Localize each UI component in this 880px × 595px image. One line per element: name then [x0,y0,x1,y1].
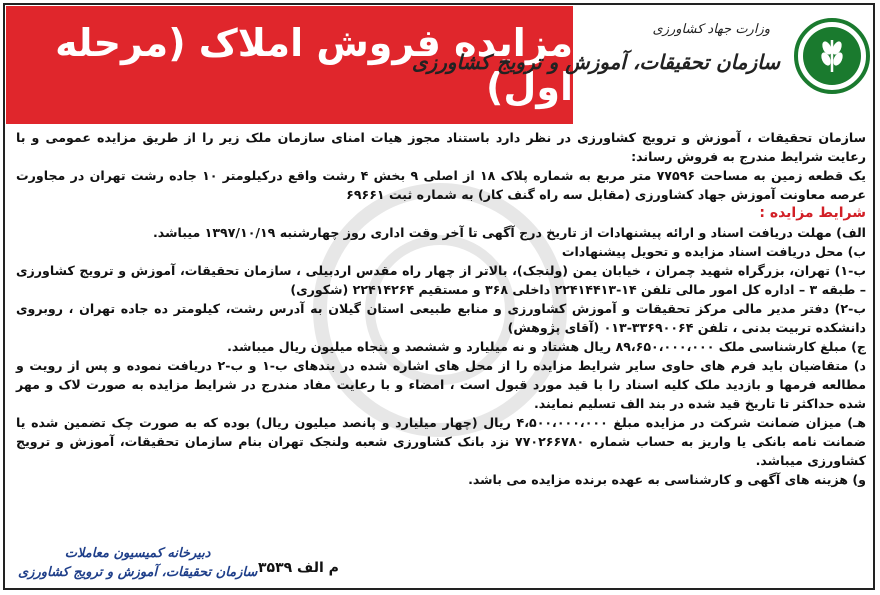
wheat-emblem-icon [803,27,861,85]
organization-name: سازمان تحقیقات، آموزش و ترویج کشاورزی [411,50,780,74]
signature-block [18,544,257,582]
ministry-name: وزارت جهاد کشاورزی [652,22,770,37]
clause-dal: د) متقاضیان باید فرم های حاوی سایر شرایط مزایده را از محل های اشاره شده در بندهای ب-۱ و ب-۲ دریافت نموده و پس از رویت و مطالعه فرمها و بازدید ملک کلیه اسناد را با قید مورد قبول است ، امضاء و با رعایت مفاد مندرج در شرایط مزایده به صورت لاک و مهر شده حداکثر تا تاریخ قید شده در بند الف تسلیم نمایند. [16,358,867,411]
notice-code: م الف ۳۵۳۹ [258,560,339,576]
signature-line-2: سازمان تحقیقات، آموزش و ترویج کشاورزی [18,565,258,580]
clause-he: هـ) میزان ضمانت شرکت در مزایده مبلغ ۴،۵۰۰،۰۰۰،۰۰۰ ریال (چهار میلیارد و پانصد میلیون ریال) بوده که به صورت چک تضمین شده یا ضمانت نامه بانکی یا واریز به حساب شماره ۷۷۰۲۶۶۷۸۰ نزد بانک کشاورزی شعبه ولنجک تهران بنام سازمان تحقیقات، آموزش و ترویج کشاورزی میباشد. [16,415,867,468]
clause-jim: ج) مبلغ کارشناسی ملک ۸۹،۶۵۰،۰۰۰،۰۰۰ ریال هشتاد و نه میلیارد و ششصد و پنجاه میلیون ریال میباشد. [227,339,866,354]
conditions-heading: شرایط مزایده : [759,205,866,221]
jahad-logo [794,18,870,94]
notice-body [16,128,866,489]
clause-alef: الف) مهلت دریافت اسناد و ارائه پیشنهادات از تاریخ درج آگهی تا آخر وقت اداری روز چهارشنبه ۱۳۹۷/۱۰/۱۹ میباشد. [153,225,866,240]
clause-vav: و) هزینه های آگهی و کارشناسی به عهده برنده مزایده می باشد. [468,472,866,487]
clause-be2: ب-۲) دفتر مدیر مالی مرکز تحقیقات و آموزش کشاورزی و منابع طبیعی استان گیلان به آدرس رشت، کیلومتر ده جاده تهران ، روبروی دانشکده تربیت بدنی ، تلفن ۳۳۶۹۰۰۶۴-۰۱۳ (آقای پژوهش) [16,301,866,335]
property-paragraph: یک قطعه زمین به مساحت ۷۷۵۹۶ متر مربع به شماره پلاک ۱۸ از اصلی ۹ بخش ۴ رشت واقع درکیلومتر ۱۰ جاده رشت تهران در مجاورت عرصه معاونت آموزش جهاد کشاورزی (مقابل سه راه گنف کار) به شماره ثبت ۶۹۶۶۱ [16,168,866,202]
clause-be: ب) محل دریافت اسناد مزایده و تحویل پیشنهادات [561,244,866,259]
header-logo-area [411,10,870,110]
notice-title: مزایده فروش املاک (مرحله اول) [6,6,573,124]
signature-line-1: دبیرخانه کمیسیون معاملات [64,546,211,561]
intro-paragraph: سازمان تحقیقات ، آموزش و ترویج کشاورزی در نظر دارد باستناد مجوز هیات امنای سازمان ملک زیر را از طریق مزایده عمومی و با رعایت شرایط مندرج به فروش رساند: [16,130,866,164]
clause-be1: ب-۱) تهران، بزرگراه شهید چمران ، خیابان یمن (ولنجک)، بالاتر از چهار راه مقدس اردبیلی ، سازمان تحقیقات، آموزش و ترویج کشاورزی – طبقه ۳ – اداره کل امور مالی تلفن ۱۴-۲۲۴۱۴۴۱۳ داخلی ۳۶۸ و مستقیم ۲۲۴۱۴۲۶۴ (شکوری) [16,263,866,297]
